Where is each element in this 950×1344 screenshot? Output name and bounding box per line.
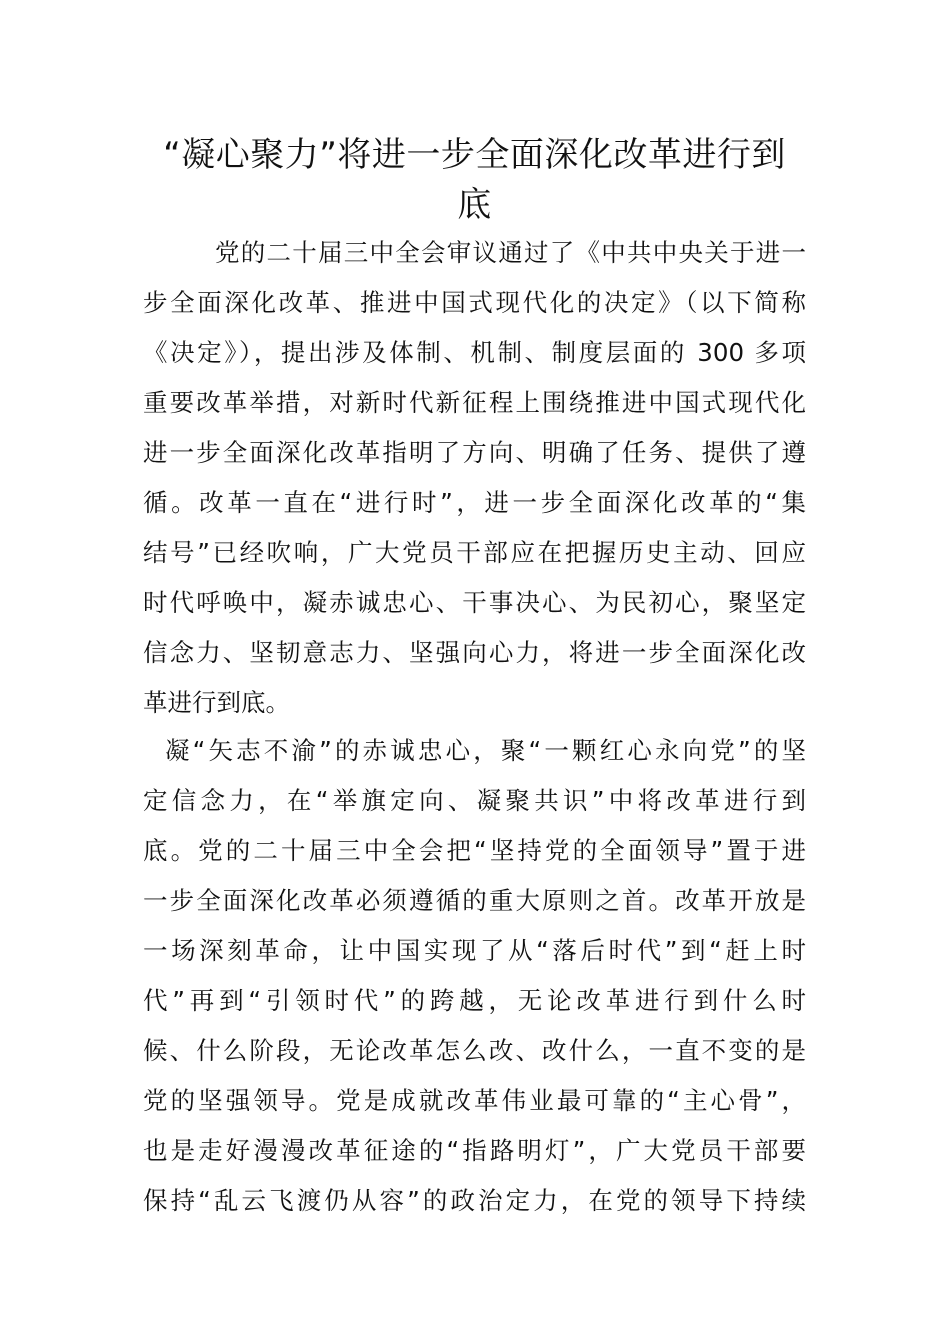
paragraph-line: 也是走好漫漫改革征途的“指路明灯”，广大党员干部要 bbox=[143, 1136, 806, 1165]
paragraph-line: 候、什么阶段，无论改革怎么改、改什么，一直不变的是 bbox=[143, 1036, 806, 1065]
paragraph-line: 进一步全面深化改革指明了方向、明确了任务、提供了遵 bbox=[143, 438, 806, 467]
paragraph-line: 底。党的二十届三中全会把“坚持党的全面领导”置于进 bbox=[143, 836, 806, 865]
paragraph-line: 革进行到底。 bbox=[143, 688, 290, 717]
paragraph-line: 步全面深化改革、推进中国式现代化的决定》（以下简称 bbox=[143, 288, 806, 317]
paragraph-line: 《决定》），提出涉及体制、机制、制度层面的 300 多项 bbox=[143, 338, 806, 367]
paragraph-2 bbox=[143, 726, 806, 1226]
paragraph-line: 凝“矢志不渝”的赤诚忠心，聚“一颗红心永向党”的坚 bbox=[165, 736, 806, 765]
paragraph-line: 一步全面深化改革必须遵循的重大原则之首。改革开放是 bbox=[143, 886, 806, 915]
paragraph-line: 时代呼唤中，凝赤诚忠心、干事决心、为民初心，聚坚定 bbox=[143, 588, 806, 617]
paragraph-line: 循。改革一直在“进行时”，进一步全面深化改革的“集 bbox=[143, 488, 806, 517]
paragraph-line: 一场深刻革命，让中国实现了从“落后时代”到“赶上时 bbox=[143, 936, 806, 965]
paragraph-line: 结号”已经吹响，广大党员干部应在把握历史主动、回应 bbox=[143, 538, 806, 567]
paragraph-line: 信念力、坚韧意志力、坚强向心力，将进一步全面深化改 bbox=[143, 638, 806, 667]
paragraph-line: 代”再到“引领时代”的跨越，无论改革进行到什么时 bbox=[143, 986, 806, 1015]
paragraph-line: 党的二十届三中全会审议通过了《中共中央关于进一 bbox=[215, 238, 806, 267]
title-line-1: “凝心聚力”将进一步全面深化改革进行到 bbox=[163, 135, 786, 175]
paragraph-line: 重要改革举措，对新时代新征程上围绕推进中国式现代化 bbox=[143, 388, 806, 417]
paragraph-line: 保持“乱云飞渡仍从容”的政治定力，在党的领导下持续 bbox=[143, 1186, 806, 1215]
paragraph-line: 党的坚强领导。党是成就改革伟业最可靠的“主心骨”， bbox=[143, 1086, 806, 1115]
document-title bbox=[143, 130, 806, 230]
title-line-2: 底 bbox=[457, 185, 492, 225]
paragraph-1 bbox=[143, 228, 806, 728]
paragraph-line: 定信念力，在“举旗定向、凝聚共识”中将改革进行到 bbox=[143, 786, 806, 815]
